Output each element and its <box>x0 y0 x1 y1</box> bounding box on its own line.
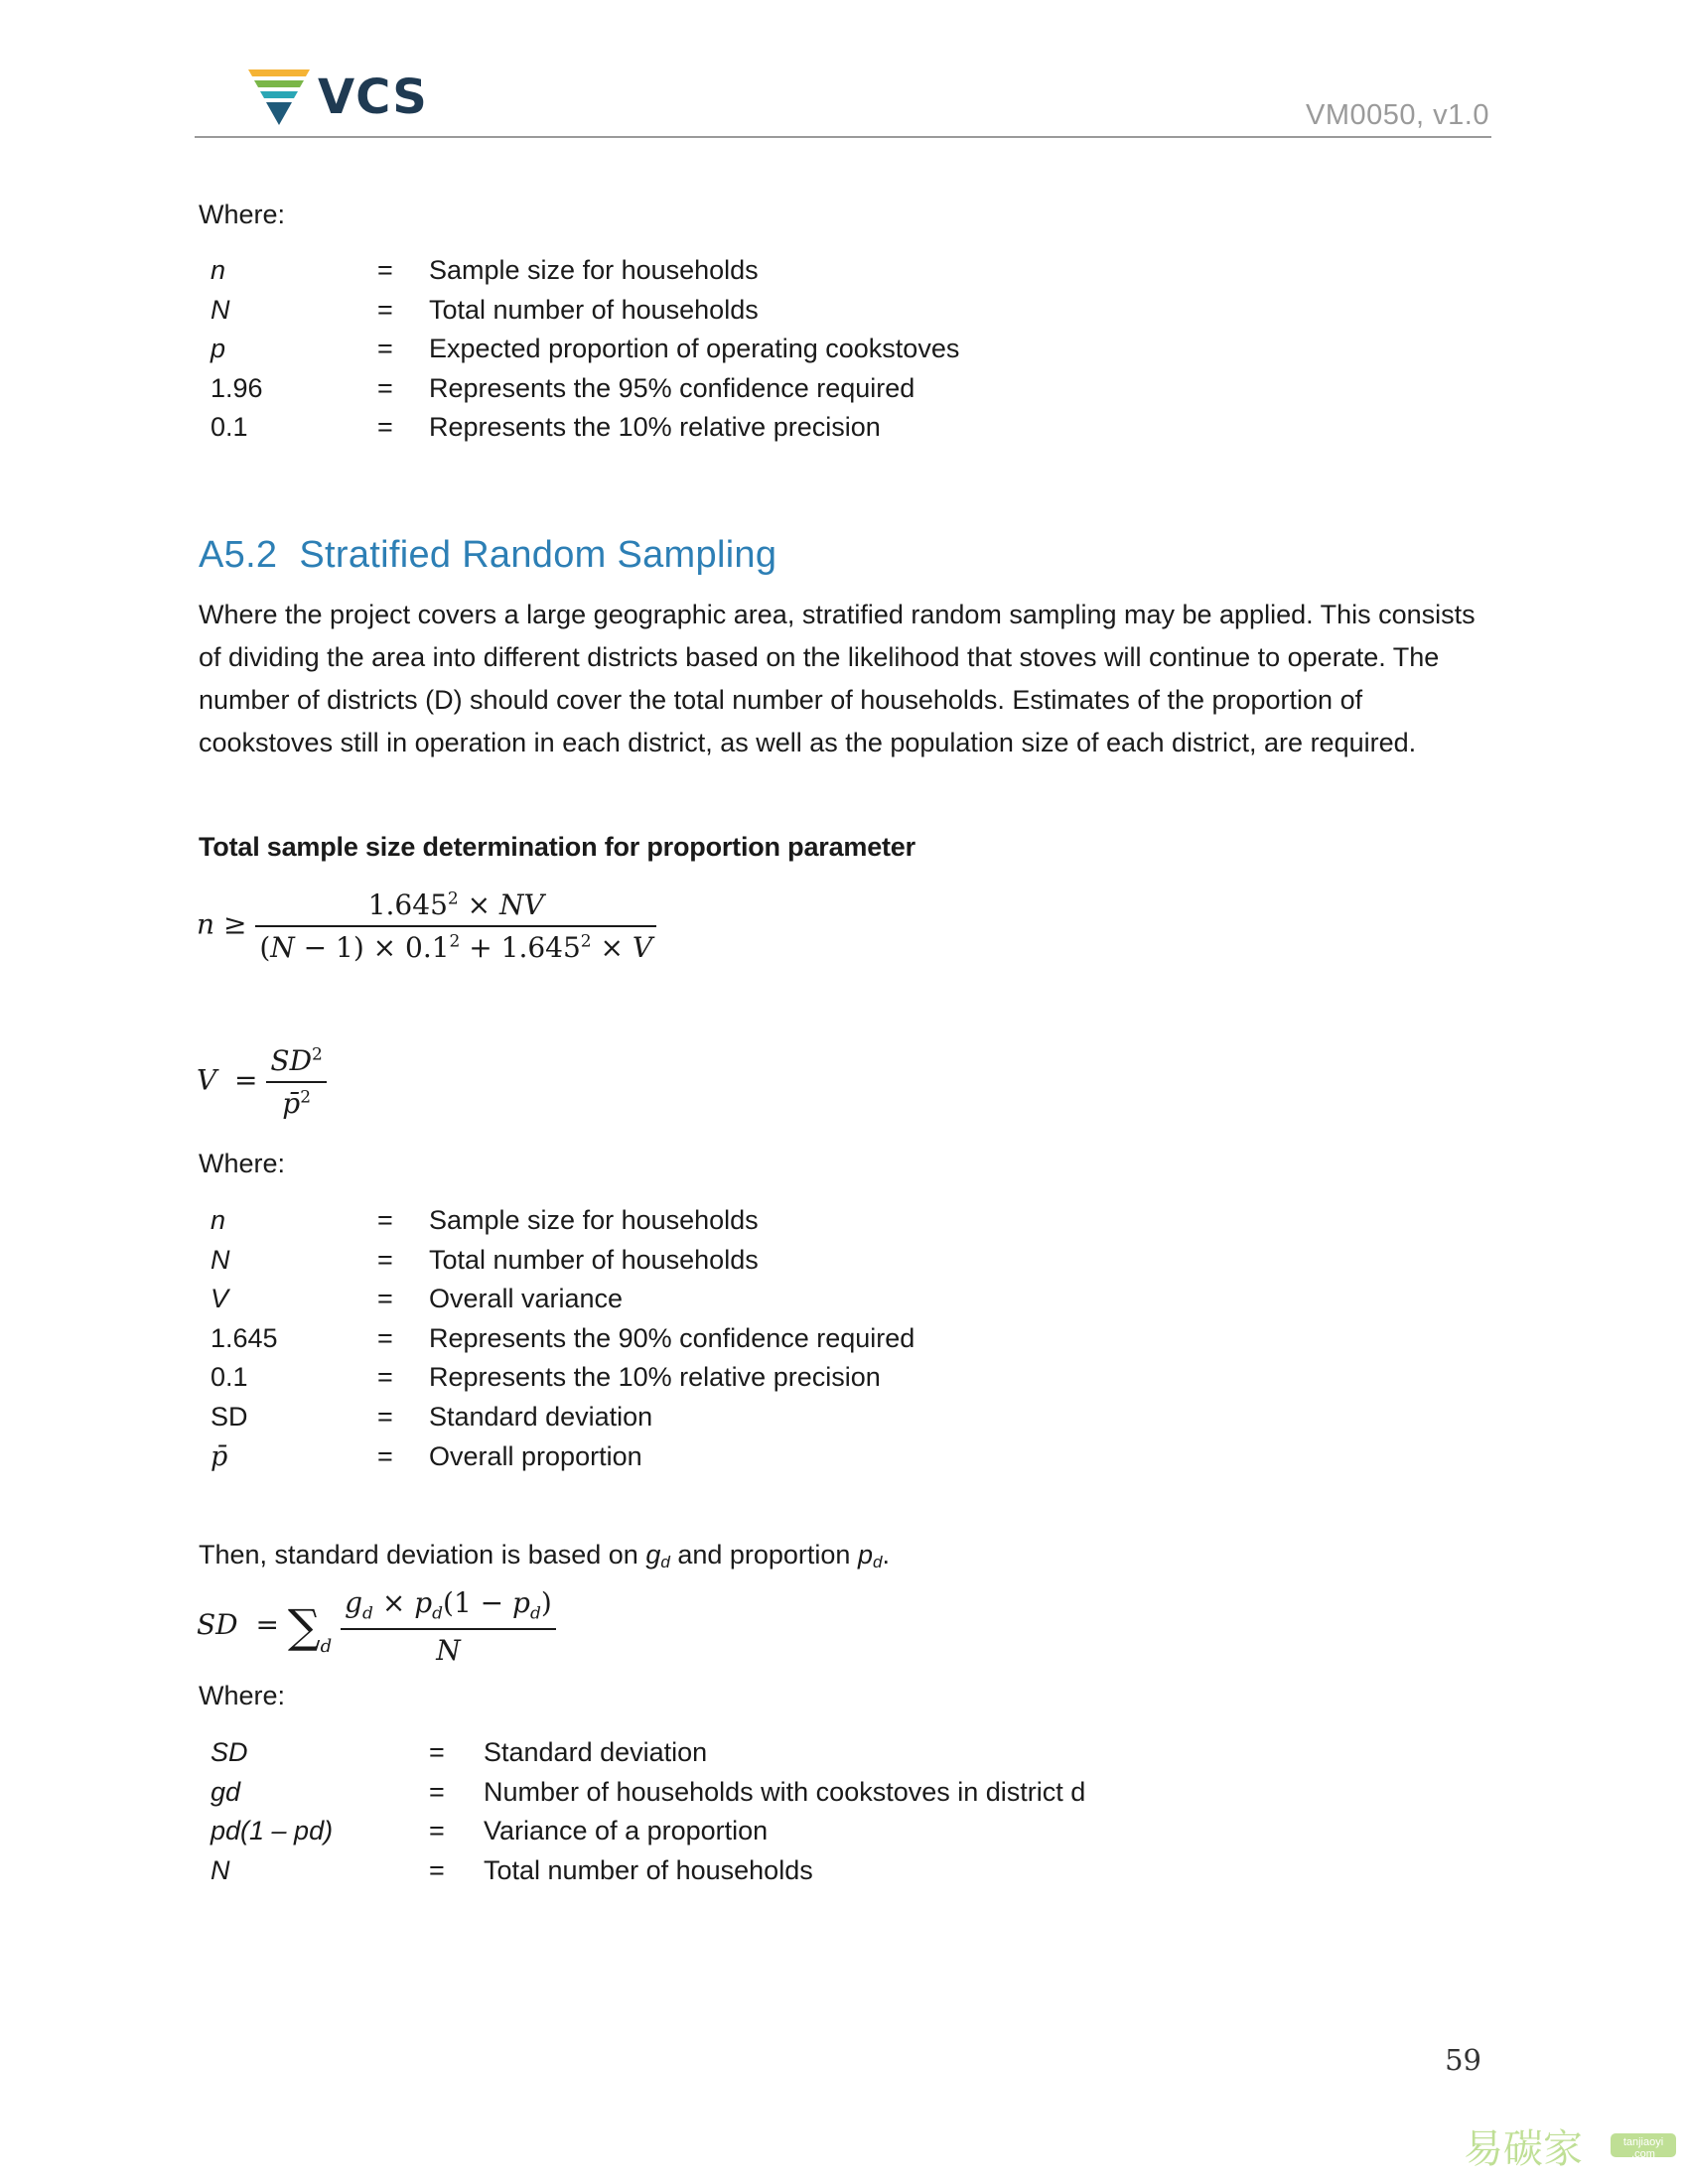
variable-symbol: pd(1 – pd) <box>211 1816 334 1846</box>
variable-symbol: n <box>211 255 226 285</box>
variable-symbol: V <box>211 1284 229 1314</box>
then-text-before: Then, standard deviation is based on <box>199 1540 646 1570</box>
variable-definition: Standard deviation <box>484 1737 708 1767</box>
variable-definition: Represents the 10% relative precision <box>429 1362 881 1393</box>
section-number: A5.2 <box>199 534 278 576</box>
where-label-1: Where: <box>199 200 286 229</box>
equals-sign: = <box>429 1737 445 1767</box>
vcs-logo-mark-icon <box>248 68 314 125</box>
equals-sign: = <box>377 372 393 403</box>
variable-definition: Total number of households <box>429 294 759 325</box>
equals-sign: = <box>377 255 393 285</box>
then-text-after: . <box>882 1540 890 1570</box>
section-title: Stratified Random Sampling <box>299 534 777 576</box>
watermark <box>1462 2110 1680 2179</box>
variable-definition: Sample size for households <box>429 1205 759 1235</box>
equals-sign: = <box>377 412 393 443</box>
section-heading <box>199 534 776 577</box>
equals-sign: = <box>377 1284 393 1314</box>
variable-symbol: 0.1 <box>211 1362 248 1393</box>
variable-symbol: p̄ <box>211 1440 228 1472</box>
variable-definition: Expected proportion of operating cookstoves <box>429 334 960 364</box>
equals-sign: = <box>377 294 393 325</box>
document-reference: VM0050, v1.0 <box>1306 99 1489 131</box>
variable-symbol: 0.1 <box>211 412 248 443</box>
where-label-2: Where: <box>199 1149 286 1178</box>
then-p-symbol: p <box>857 1540 873 1570</box>
variable-definition: Represents the 10% relative precision <box>429 412 881 443</box>
then-sentence <box>199 1537 890 1580</box>
equals-sign: = <box>429 1776 445 1807</box>
variable-symbol: p <box>211 334 226 364</box>
variable-symbol: gd <box>211 1776 241 1807</box>
watermark-text: 易碳家 <box>1464 2126 1583 2172</box>
equals-sign: = <box>377 1244 393 1275</box>
variable-symbol: SD <box>211 1737 248 1767</box>
variable-definition: Represents the 90% confidence required <box>429 1322 915 1353</box>
variable-definition: Standard deviation <box>429 1401 653 1432</box>
header-divider <box>195 136 1491 138</box>
then-g-subscript: d <box>660 1553 670 1571</box>
variance-formula: V = $\frac{SD^2}{p̄^2}$ <box>197 1044 327 1120</box>
subheading: Total sample size determination for proportion parameter <box>199 832 915 862</box>
equals-sign: = <box>377 1322 393 1353</box>
variable-symbol: N <box>211 1244 230 1275</box>
variable-symbol: 1.645 <box>211 1322 278 1353</box>
variable-symbol: N <box>211 294 230 325</box>
variable-definition: Total number of households <box>484 1854 813 1885</box>
equals-sign: = <box>377 1401 393 1432</box>
logo-wordmark: VCS <box>318 69 428 125</box>
variable-definition: Represents the 95% confidence required <box>429 372 915 403</box>
variable-definition: Overall proportion <box>429 1440 642 1471</box>
sample-size-formula: n ≥ $\frac{1.645^2 \times NV}{(N - 1) \times 0.1^2 + 1.645^2 \times V}$ <box>197 888 656 964</box>
equals-sign: = <box>377 1440 393 1471</box>
variable-definition: Overall variance <box>429 1284 624 1314</box>
then-g-symbol: g <box>645 1540 661 1570</box>
section-paragraph: Where the project covers a large geographic area, stratified random sampling may be applied. This consists of dividing the area into different districts based on the likelihood that stoves will continue to operate. The number of districts (D) should cover the total number of households. Estimates of the proportion of cookstoves still in operation in each district, as well as the population size of each district, are required. <box>199 600 1476 757</box>
then-p-subscript: d <box>872 1553 883 1571</box>
equals-sign: = <box>429 1816 445 1846</box>
variable-symbol: SD <box>211 1401 248 1432</box>
vcs-logo <box>248 68 447 129</box>
variable-symbol: N <box>211 1854 230 1885</box>
equals-sign: = <box>377 1362 393 1393</box>
standard-deviation-formula: SD = $\sum_d$ $\frac{g_d \times p_d(1 - p_d)}{N}$ <box>197 1586 556 1667</box>
equals-sign: = <box>377 1205 393 1235</box>
variable-definition: Variance of a proportion <box>484 1816 769 1846</box>
then-text-middle: and proportion <box>669 1540 858 1570</box>
equals-sign: = <box>377 334 393 364</box>
variable-definition: Number of households with cookstoves in district d <box>484 1776 1086 1807</box>
where-label-3: Where: <box>199 1681 286 1710</box>
variable-definition: Sample size for households <box>429 255 759 285</box>
variable-definition: Total number of households <box>429 1244 759 1275</box>
variable-symbol: n <box>211 1205 226 1235</box>
watermark-subtext: tanjiaoyi .com <box>1622 2136 1664 2160</box>
variable-symbol: 1.96 <box>211 372 263 403</box>
page-number: 59 <box>1445 2043 1481 2077</box>
equals-sign: = <box>429 1854 445 1885</box>
